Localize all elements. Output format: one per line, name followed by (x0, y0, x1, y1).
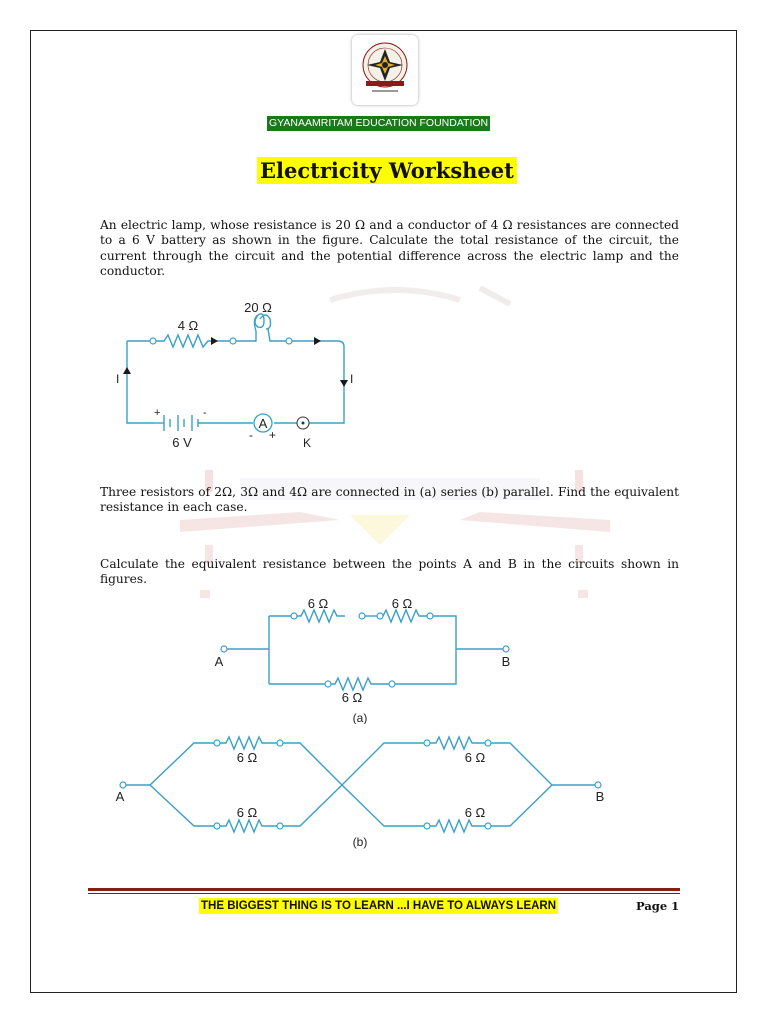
fig-a-resistor-top-right-label: 6 Ω (391, 596, 413, 611)
battery-minus: - (203, 407, 207, 419)
ammeter-plus: + (269, 428, 277, 442)
ammeter-label: A (258, 416, 268, 431)
page-title: Electricity Worksheet (257, 157, 517, 184)
circuit-figure-1 (108, 295, 368, 455)
footer-motto: THE BIGGEST THING IS TO LEARN ...I HAVE TO ALWAYS LEARN (201, 900, 557, 912)
page-number: Page 1 (636, 899, 680, 913)
foundation-logo (352, 35, 418, 105)
fig-a-caption: (a) (352, 711, 368, 724)
question-1-text: An electric lamp, whose resistance is 20 Ω and a conductor of 4 Ω resistances are connected to a 6 V battery as shown in the figure. Calculate the total resistance of the circuit, the current through the circuit and the potential difference across the electric lamp and the conductor. (100, 218, 679, 279)
current-label-right: I (350, 372, 354, 386)
circuit-figure-b (110, 725, 620, 855)
logo-emblem-icon (352, 35, 418, 105)
question-2-text: Three resistors of 2Ω, 3Ω and 4Ω are connected in (a) series (b) parallel. Find the equivalent resistance in each case. (100, 485, 679, 515)
foundation-name: GYANAAMRITAM EDUCATION FOUNDATION (269, 117, 489, 129)
fig-a-point-b: B (501, 654, 511, 669)
fig-b-resistor-3-label: 6 Ω (464, 750, 486, 765)
resistor-label: 4 Ω (177, 318, 199, 333)
fig-a-resistor-bottom-label: 6 Ω (341, 690, 363, 705)
fig-a-point-a: A (214, 654, 224, 669)
footer-rule-thin (88, 893, 680, 894)
ammeter-minus: - (249, 428, 253, 442)
battery-plus: + (154, 407, 161, 419)
current-label-left: I (116, 372, 120, 386)
key-label: K (302, 436, 312, 450)
fig-b-resistor-4-label: 6 Ω (464, 805, 486, 820)
footer-rule (88, 888, 680, 891)
fig-b-point-b: B (595, 789, 605, 804)
fig-b-point-a: A (115, 789, 125, 804)
battery-label: 6 V (172, 435, 192, 450)
question-3-text: Calculate the equivalent resistance between the points A and B in the circuits shown in figures. (100, 557, 679, 587)
circuit-figure-a (205, 594, 535, 724)
fig-a-resistor-top-left-label: 6 Ω (307, 596, 329, 611)
fig-b-caption: (b) (352, 835, 368, 849)
fig-b-resistor-2-label: 6 Ω (236, 805, 258, 820)
lamp-label: 20 Ω (244, 300, 272, 315)
fig-b-resistor-1-label: 6 Ω (236, 750, 258, 765)
